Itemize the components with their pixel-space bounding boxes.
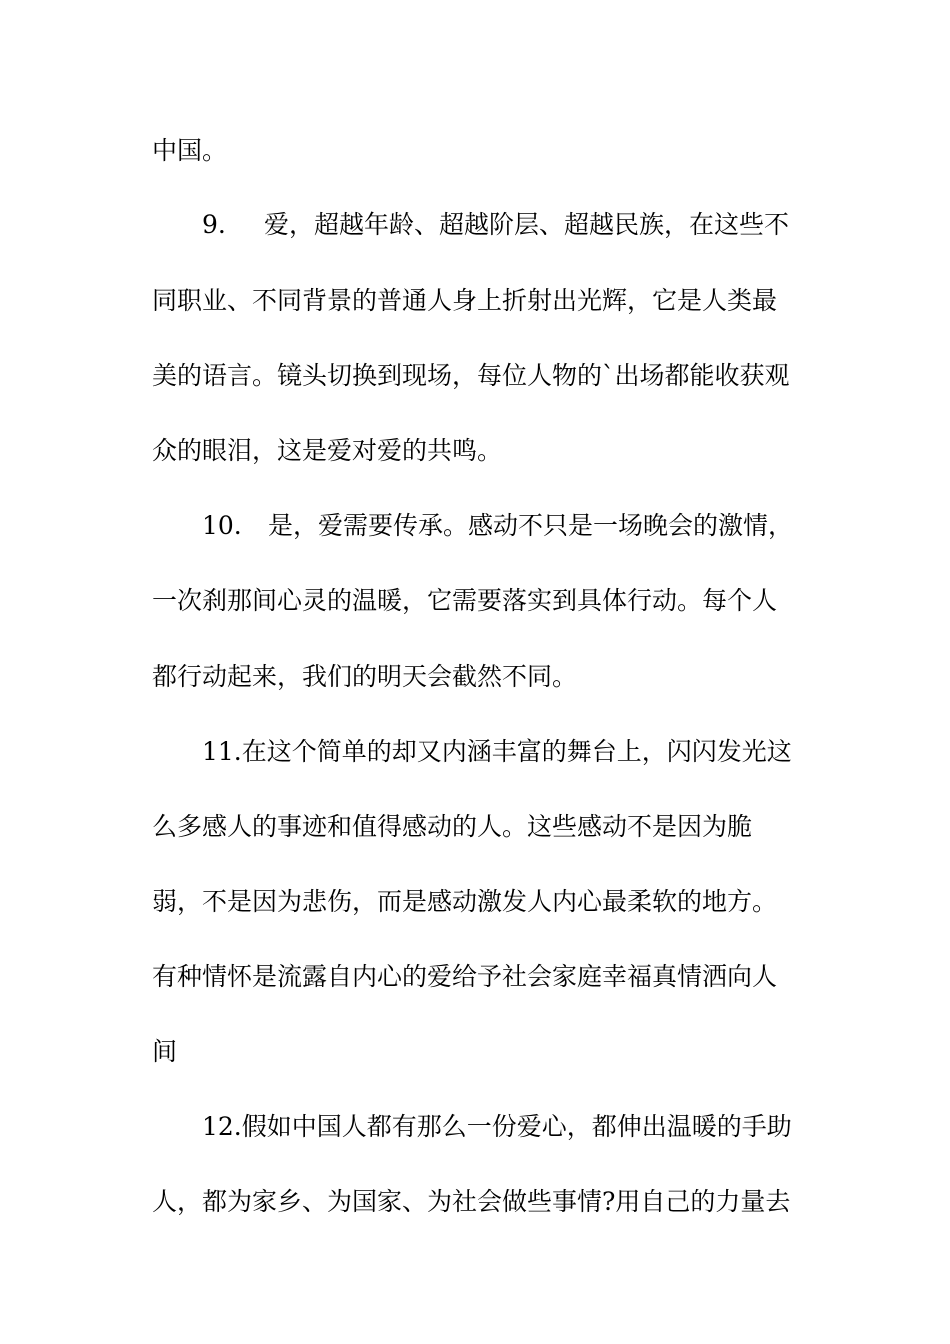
paragraph-number: 11. bbox=[202, 737, 242, 766]
line-text: 假如中国人都有那么一份爱心，都伸出温暖的手助 bbox=[241, 1112, 792, 1141]
text-line bbox=[152, 1035, 812, 1069]
text-line bbox=[152, 134, 812, 168]
line-text: 众的眼泪，这是爱对爱的共鸣。 bbox=[152, 436, 503, 465]
line-text: 美的语言。镜头切换到现场，每位人物的`出场都能收获观 bbox=[152, 361, 790, 390]
text-line bbox=[152, 284, 812, 318]
paragraph-number: 12. bbox=[202, 1112, 242, 1141]
line-text: 都行动起来，我们的明天会截然不同。 bbox=[152, 662, 578, 691]
paragraph-9-first-line bbox=[202, 208, 812, 242]
line-text: 人，都为家乡、为国家、为社会做些事情?用自己的力量去 bbox=[152, 1187, 791, 1216]
line-text: 一次刹那间心灵的温暖，它需要落实到具体行动。每个人 bbox=[152, 586, 778, 615]
line-text: 在这个简单的却又内涵丰富的舞台上，闪闪发光这 bbox=[241, 737, 792, 766]
text-line bbox=[152, 1185, 812, 1219]
line-text: 中国。 bbox=[152, 136, 228, 165]
text-line bbox=[152, 885, 812, 919]
line-text: 间 bbox=[152, 1037, 178, 1066]
paragraph-10-first-line bbox=[202, 509, 812, 543]
paragraph-12-first-line bbox=[202, 1110, 812, 1144]
line-text: 同职业、不同背景的普通人身上折射出光辉，它是人类最 bbox=[152, 286, 778, 315]
text-line bbox=[152, 434, 812, 468]
paragraph-number: 10. bbox=[202, 511, 242, 540]
line-text: 弱，不是因为悲伤，而是感动激发人内心最柔软的地方。 bbox=[152, 887, 778, 916]
text-line bbox=[152, 810, 812, 844]
text-line bbox=[152, 584, 812, 618]
line-text: 是，爱需要传承。感动不只是一场晚会的激情， bbox=[268, 511, 794, 540]
text-line bbox=[152, 660, 812, 694]
text-line bbox=[152, 359, 812, 393]
line-text: 爱，超越年龄、超越阶层、超越民族，在这些不 bbox=[264, 210, 790, 239]
line-text: 有种情怀是流露自内心的爱给予社会家庭幸福真情洒向人 bbox=[152, 962, 778, 991]
line-text: 么多感人的事迹和值得感动的人。这些感动不是因为脆 bbox=[152, 812, 753, 841]
paragraph-number: 9. bbox=[202, 210, 226, 239]
paragraph-11-first-line bbox=[202, 735, 812, 769]
text-line bbox=[152, 960, 812, 994]
